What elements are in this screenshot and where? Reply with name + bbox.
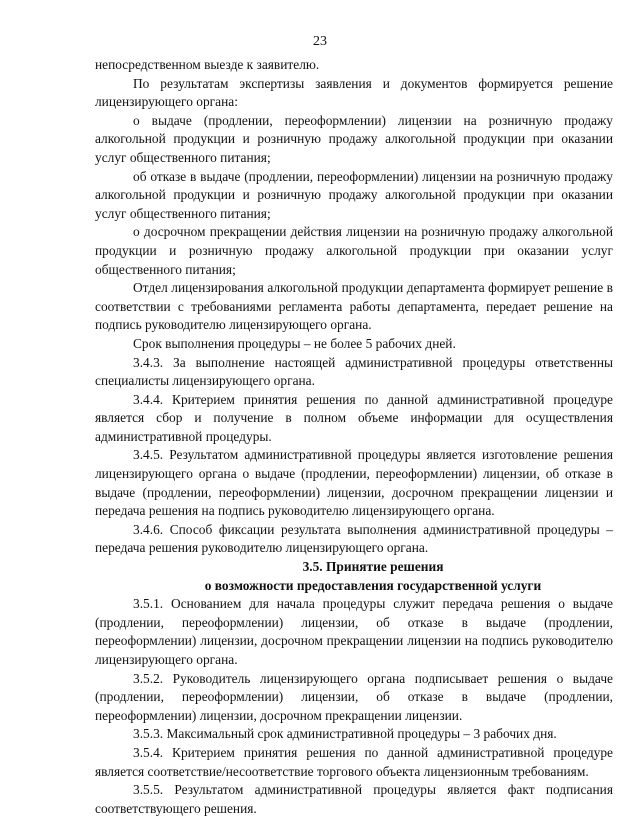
paragraph: 3.4.6. Способ фиксации результата выполнения административной процедуры – передача решения руководителю лицензирующего органа. (95, 521, 613, 556)
section-heading-line2: о возможности предоставления государственной услуги (204, 577, 542, 593)
paragraph: По результатам экспертизы заявления и документов формируется решение лицензирующего органа: (95, 75, 613, 110)
paragraph: о выдаче (продлении, переоформлении) лицензии на розничную продажу алкогольной продукции и розничную продажу алкогольной продукции при оказании услуг общественного питания; (95, 112, 613, 165)
paragraph: 3.5.5. Результатом административной процедуры является факт подписания соответствующего решения. (95, 782, 613, 816)
document-body (95, 56, 613, 818)
paragraph: 3.4.5. Результатом административной процедуры является изготовление решения лицензирующего органа о выдаче (продлении, переоформлении) лицензии, об отказе в выдаче (продлении, переоформлении) лицензии, досрочном прекращении лицензии и передача решения на подпись руководителю лицензирующего органа. (95, 447, 613, 519)
paragraph: Срок выполнения процедуры – не более 5 рабочих дней. (133, 335, 456, 351)
paragraph: 3.4.4. Критерием принятия решения по данной административной процедуре является сбор и получение в полном объеме информации для осуществления административной процедуры. (95, 391, 613, 444)
paragraph: 3.5.2. Руководитель лицензирующего органа подписывает решения о выдаче (продлении, переоформлении) лицензии, об отказе в выдаче (продлении, переоформлении) лицензии, досрочном прекращении лицензии. (95, 670, 613, 723)
paragraph: 3.5.4. Критерием принятия решения по данной административной процедуре является соответствие/несоответствие торгового объекта лицензионным требованиям. (95, 744, 613, 779)
paragraph: о досрочном прекращении действия лицензии на розничную продажу алкогольной продукции и розничную продажу алкогольной продукции при оказании услуг общественного питания; (95, 224, 613, 277)
paragraph: 3.5.3. Максимальный срок административной процедуры – 3 рабочих дня. (133, 726, 557, 742)
paragraph: непосредственном выезде к заявителю. (95, 57, 320, 72)
paragraph: 3.4.3. За выполнение настоящей административной процедуры ответственны специалисты лицензирующего органа. (95, 354, 613, 389)
section-heading-line1: 3.5. Принятие решения (302, 559, 444, 575)
paragraph: об отказе в выдаче (продлении, переоформлении) лицензии на розничную продажу алкогольной продукции и розничную продажу алкогольной продукции при оказании услуг общественного питания; (95, 168, 613, 221)
paragraph: 3.5.1. Основанием для начала процедуры служит передача решения о выдаче (продлении, переоформлении) лицензии, об отказе в выдаче (продлении, переоформлении) лицензии, досрочном прекращении лицензии на подпись руководителю лицензирующего органа. (95, 596, 613, 667)
paragraph: Отдел лицензирования алкогольной продукции департамента формирует решение в соответствии с требованиями регламента работы департамента, передает решение на подпись руководителю лицензирующего органа. (95, 280, 613, 333)
page-number: 23 (313, 34, 327, 49)
